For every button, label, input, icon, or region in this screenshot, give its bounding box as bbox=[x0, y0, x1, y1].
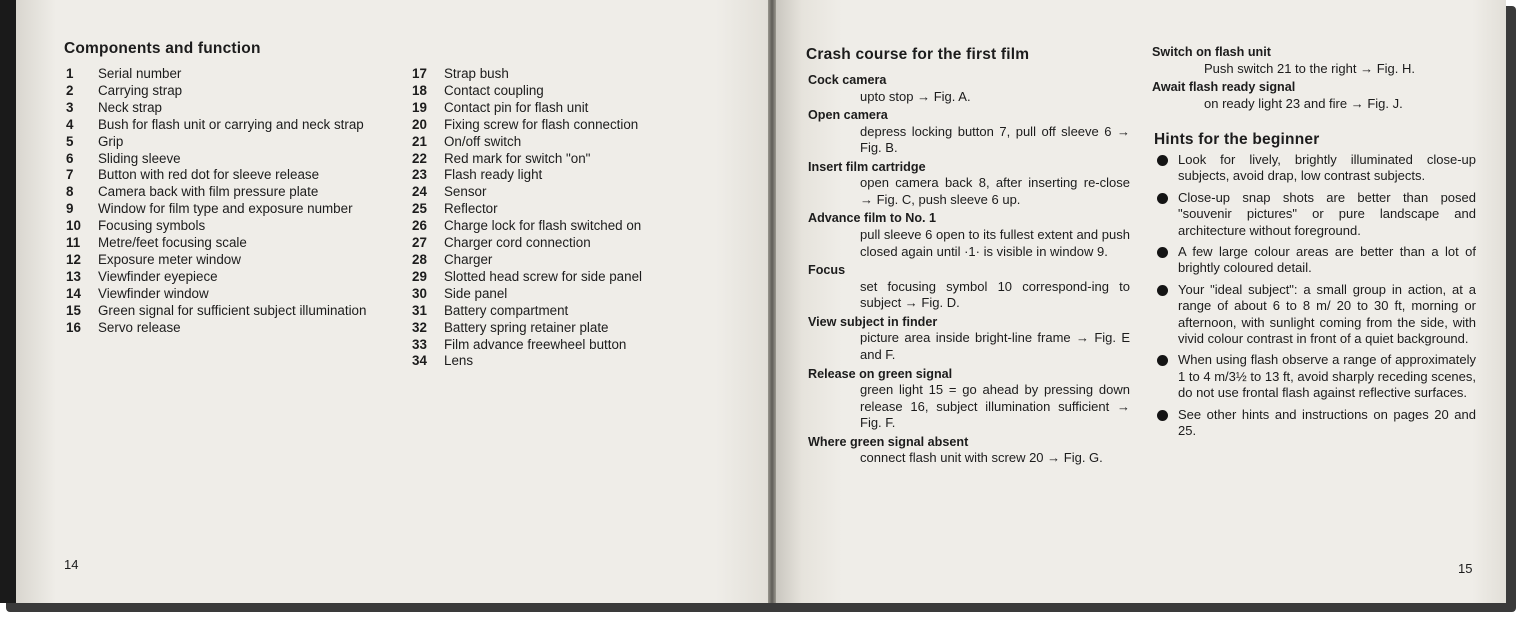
component-item bbox=[412, 320, 748, 337]
component-number: 7 bbox=[66, 167, 74, 183]
component-number: 28 bbox=[412, 251, 427, 267]
component-number: 5 bbox=[66, 133, 74, 149]
hint-text: When using flash observe a range of approximately 1 to 4 m/3½ to 13 ft, avoid sharply receding scenes, do not use frontal flash against reflective surfaces. bbox=[1178, 352, 1476, 401]
component-label: Reflector bbox=[444, 201, 498, 217]
crash-course-heading: Crash course for the first film bbox=[806, 46, 1030, 63]
component-item bbox=[66, 83, 402, 100]
component-label: Window for film type and exposure number bbox=[98, 201, 353, 217]
component-label: Green signal for sufficient subject illumination bbox=[98, 302, 367, 318]
component-label: Charger cord connection bbox=[444, 235, 591, 251]
component-item bbox=[412, 117, 748, 134]
step bbox=[1152, 45, 1474, 77]
hint-text: See other hints and instructions on pages 20 and 25. bbox=[1178, 406, 1476, 439]
component-number: 30 bbox=[412, 285, 427, 301]
step-text: upto stop → Fig. A. bbox=[860, 88, 971, 104]
step-text: set focusing symbol 10 correspond-ing to subject → Fig. D. bbox=[860, 278, 1130, 311]
step bbox=[1152, 80, 1474, 112]
component-item bbox=[412, 218, 748, 235]
step-text: picture area inside bright-line frame → Fig. E and F. bbox=[860, 330, 1130, 362]
component-item bbox=[412, 167, 748, 184]
step bbox=[808, 73, 1130, 105]
component-item bbox=[412, 303, 748, 320]
component-number: 34 bbox=[412, 353, 427, 369]
component-item bbox=[66, 151, 402, 168]
hint-item bbox=[1154, 190, 1476, 239]
component-label: Servo release bbox=[98, 319, 181, 335]
component-label: Slotted head screw for side panel bbox=[444, 268, 643, 284]
component-item bbox=[66, 134, 402, 151]
component-label: Button with red dot for sleeve release bbox=[98, 167, 320, 183]
component-number: 16 bbox=[66, 319, 81, 335]
component-item bbox=[412, 252, 748, 269]
hint-text: A few large colour areas are better than a lot of brightly coloured detail. bbox=[1178, 244, 1476, 276]
component-label: Viewfinder window bbox=[98, 285, 209, 301]
component-number: 15 bbox=[66, 302, 81, 318]
component-label: On/off switch bbox=[444, 133, 522, 149]
step bbox=[808, 211, 1130, 260]
component-label: Battery compartment bbox=[444, 302, 569, 318]
step-title: Await flash ready signal bbox=[1152, 80, 1296, 95]
step-title: Switch on flash unit bbox=[1152, 45, 1271, 59]
step-text: Push switch 21 to the right → Fig. H. bbox=[1204, 60, 1415, 76]
component-label: Contact pin for flash unit bbox=[444, 99, 589, 115]
component-item bbox=[412, 66, 748, 83]
step bbox=[808, 263, 1130, 312]
component-item bbox=[66, 303, 402, 320]
bullet-icon bbox=[1157, 355, 1168, 366]
components-list-col2 bbox=[412, 66, 748, 370]
component-item bbox=[66, 117, 402, 134]
step bbox=[808, 435, 1130, 467]
hint-item bbox=[1154, 282, 1476, 348]
hints-heading: Hints for the beginner bbox=[1154, 131, 1320, 148]
component-item bbox=[66, 66, 402, 83]
step-title: Open camera bbox=[808, 108, 888, 123]
crash-course-steps bbox=[808, 73, 1130, 470]
component-number: 19 bbox=[412, 99, 427, 115]
component-number: 26 bbox=[412, 218, 427, 234]
step-title: Insert film cartridge bbox=[808, 159, 926, 174]
component-item bbox=[412, 353, 748, 370]
bullet-icon bbox=[1157, 247, 1168, 258]
component-number: 11 bbox=[66, 235, 81, 251]
component-label: Focusing symbols bbox=[98, 218, 206, 234]
component-number: 6 bbox=[66, 150, 74, 166]
step-title: Release on green signal bbox=[808, 366, 953, 381]
component-item bbox=[66, 269, 402, 286]
book-spine bbox=[768, 0, 776, 603]
component-item bbox=[412, 100, 748, 117]
hint-text: Look for lively, brightly illuminated close-up subjects, avoid drap, low contrast subjects. bbox=[1178, 152, 1476, 184]
component-label: Battery spring retainer plate bbox=[444, 319, 609, 335]
step-text: green light 15 = go ahead by pressing down release 16, subject illumination sufficient → Fig. F. bbox=[860, 382, 1130, 431]
component-item bbox=[66, 320, 402, 337]
component-label: Strap bush bbox=[444, 66, 509, 81]
component-item bbox=[412, 235, 748, 252]
component-item bbox=[66, 167, 402, 184]
component-item bbox=[412, 184, 748, 201]
component-label: Exposure meter window bbox=[98, 251, 241, 267]
component-number: 22 bbox=[412, 150, 427, 166]
bullet-icon bbox=[1157, 410, 1168, 421]
step-text: pull sleeve 6 open to its fullest extent and push closed again until ·1· is visible in window 9. bbox=[860, 226, 1130, 259]
components-heading: Components and function bbox=[64, 40, 261, 57]
component-item bbox=[66, 286, 402, 303]
step bbox=[808, 160, 1130, 209]
left-page bbox=[0, 0, 772, 603]
hint-item bbox=[1154, 407, 1476, 440]
component-number: 25 bbox=[412, 201, 427, 217]
hint-text: Your "ideal subject": a small group in action, at a range of about 6 to 8 m/ 20 to 30 ft, morning or afternoon, with sunlight coming from the side, with vivid colour contrast in front of a quiet background. bbox=[1178, 281, 1476, 347]
component-number: 13 bbox=[66, 268, 81, 284]
component-label: Camera back with film pressure plate bbox=[98, 184, 319, 200]
component-label: Neck strap bbox=[98, 99, 162, 115]
component-number: 2 bbox=[66, 82, 74, 98]
hint-text: Close-up snap shots are better than posed "souvenir pictures" or pure landscape and architecture without foreground. bbox=[1178, 189, 1476, 238]
component-number: 3 bbox=[66, 99, 74, 115]
component-item bbox=[66, 184, 402, 201]
bullet-icon bbox=[1157, 193, 1168, 204]
component-item bbox=[412, 83, 748, 100]
component-number: 33 bbox=[412, 336, 427, 352]
component-number: 31 bbox=[412, 302, 427, 318]
component-number: 32 bbox=[412, 319, 427, 335]
component-number: 12 bbox=[66, 251, 81, 267]
component-item bbox=[412, 269, 748, 286]
component-item bbox=[412, 201, 748, 218]
component-label: Film advance freewheel button bbox=[444, 336, 627, 352]
component-item bbox=[412, 286, 748, 303]
component-number: 8 bbox=[66, 184, 74, 200]
component-item bbox=[412, 337, 748, 354]
component-label: Charge lock for flash switched on bbox=[444, 218, 642, 234]
hints-list bbox=[1154, 152, 1476, 445]
component-item bbox=[412, 151, 748, 168]
component-label: Sensor bbox=[444, 184, 487, 200]
component-label: Carrying strap bbox=[98, 82, 183, 98]
component-item bbox=[66, 100, 402, 117]
component-number: 10 bbox=[66, 218, 81, 234]
step-text: connect flash unit with screw 20 → Fig. G. bbox=[860, 450, 1103, 466]
component-label: Contact coupling bbox=[444, 82, 544, 98]
components-list-col1 bbox=[66, 66, 402, 337]
component-item bbox=[66, 218, 402, 235]
component-label: Red mark for switch "on" bbox=[444, 150, 591, 166]
component-label: Lens bbox=[444, 353, 474, 369]
step-text: open camera back 8, after inserting re-close → Fig. C, push sleeve 6 up. bbox=[860, 175, 1130, 207]
component-item bbox=[412, 134, 748, 151]
component-number: 14 bbox=[66, 285, 81, 301]
component-label: Serial number bbox=[98, 66, 182, 81]
bullet-icon bbox=[1157, 285, 1168, 296]
step-title: Where green signal absent bbox=[808, 434, 969, 449]
component-number: 18 bbox=[412, 82, 427, 98]
right-page bbox=[772, 0, 1506, 603]
component-label: Metre/feet focusing scale bbox=[98, 235, 247, 251]
component-label: Bush for flash unit or carrying and neck strap bbox=[98, 116, 364, 132]
component-number: 17 bbox=[412, 66, 427, 81]
step-title: Advance film to No. 1 bbox=[808, 211, 937, 226]
step-text: depress locking button 7, pull off sleeve 6 → Fig. B. bbox=[860, 123, 1130, 156]
component-number: 21 bbox=[412, 133, 427, 149]
step-title: View subject in finder bbox=[808, 314, 938, 329]
step bbox=[808, 108, 1130, 157]
page-number-right: 15 bbox=[1458, 561, 1473, 576]
component-label: Sliding sleeve bbox=[98, 150, 181, 166]
component-number: 1 bbox=[66, 66, 74, 81]
bullet-icon bbox=[1157, 155, 1168, 166]
step bbox=[808, 315, 1130, 364]
component-number: 20 bbox=[412, 116, 427, 132]
component-item bbox=[66, 201, 402, 218]
component-number: 4 bbox=[66, 116, 74, 132]
step-text: on ready light 23 and fire → Fig. J. bbox=[1204, 95, 1403, 111]
component-item bbox=[66, 235, 402, 252]
hint-item bbox=[1154, 152, 1476, 185]
step bbox=[808, 367, 1130, 432]
step-title: Cock camera bbox=[808, 73, 887, 87]
step-title: Focus bbox=[808, 263, 846, 278]
hint-item bbox=[1154, 352, 1476, 401]
component-label: Side panel bbox=[444, 285, 508, 301]
component-label: Charger bbox=[444, 251, 493, 267]
component-item bbox=[66, 252, 402, 269]
component-number: 29 bbox=[412, 268, 427, 284]
component-label: Viewfinder eyepiece bbox=[98, 268, 218, 284]
component-number: 24 bbox=[412, 184, 427, 200]
hint-item bbox=[1154, 244, 1476, 277]
component-number: 23 bbox=[412, 167, 427, 183]
component-label: Fixing screw for flash connection bbox=[444, 116, 639, 132]
component-number: 9 bbox=[66, 201, 74, 217]
component-label: Grip bbox=[98, 133, 124, 149]
page-number-left: 14 bbox=[64, 557, 79, 572]
component-number: 27 bbox=[412, 235, 427, 251]
component-label: Flash ready light bbox=[444, 167, 543, 183]
flash-steps bbox=[1152, 45, 1474, 115]
